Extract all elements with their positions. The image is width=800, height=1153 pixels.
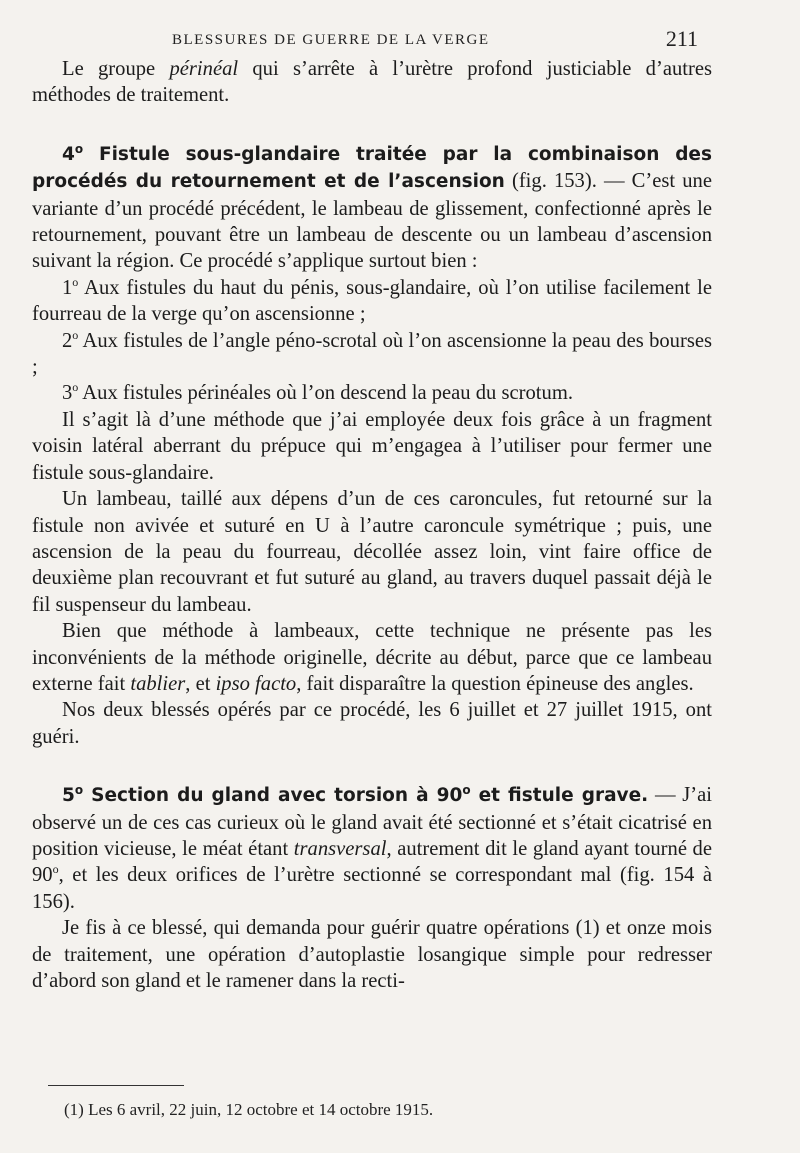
list-item: 3$^o$ Aux fistules périnéales où l’on descend la peau du scrotum. (62, 380, 573, 405)
footnote-divider (48, 1085, 184, 1086)
section-4-paragraph: 4$^o$ Fistule sous-glandaire traitée par la combinaison des procédés du retournement et de l’ascension (fig. 153). — C’est une variante d’un procédé précédent, le lambeau de glissement, confectionné après le retournement, pouvant être un lambeau de descente ou un lambeau d’ascension suivant la région. Ce procédé s’applique surtout bien : (32, 141, 712, 273)
paragraph-operation: Je fis à ce blessé, qui demanda pour guérir quatre opérations (1) et onze mois de traitement, une opération d’autoplastie losangique simple pour redresser d’abord son gland et le ramener dans la recti- (32, 917, 712, 992)
paragraph-results: Nos deux blessés opérés par ce procédé, les 6 juillet et 27 juillet 1915, ont guéri. (32, 699, 712, 748)
book-page (32, 22, 712, 994)
section-4-heading: 4$^o$ Fistule sous-glandaire traitée par la combinaison des procédés du retournement et de l’ascension (32, 141, 712, 193)
running-title: BLESSURES DE GUERRE DE LA VERGE (172, 32, 490, 48)
section-5-heading: 5$^o$ Section du gland avec torsion à 90$^o$ et fistule grave. (62, 783, 649, 807)
paragraph-flap: Un lambeau, taillé aux dépens d’un de ces caroncules, fut retourné sur la fistule non avivée et suturé en U à l’autre caroncule symétrique ; puis, une ascension de la peau du fourreau, décollée assez loin, vint faire office de deuxième plan recouvrant et fut suturé au gland, au travers duquel passait déjà le fil suspenseur du lambeau. (32, 488, 712, 616)
footnote: (1) Les 6 avril, 22 juin, 12 octobre et 14 octobre 1915. (64, 1100, 434, 1119)
list-item: 1$^o$ Aux fistules du haut du pénis, sous-glandaire, où l’on utilise facilement le fourreau de la verge qu’on ascensionne ; (32, 274, 712, 326)
section-5-paragraph: 5$^o$ Section du gland avec torsion à 90$^o$ et fistule grave. — J’ai observé un de ces cas curieux où le gland avait été sectionné et s’était cicatrisé en position vicieuse, le méat étant transversal, autrement dit le gland ayant tourné de 90$^o$, et les deux orifices de l’urètre sectionné se correspondant mal (fig. 154 à 156). (32, 783, 713, 913)
page-header (32, 22, 712, 56)
paragraph-method: Il s’agit là d’une méthode que j’ai employée deux fois grâce à un fragment voisin latéral aberrant du prépuce qui m’engagea à l’utiliser pour fermer une fistule sous-glandaire. (32, 408, 712, 484)
paragraph-perineal-group: Le groupe périnéal qui s’arrête à l’urètre profond justiciable d’autres méthodes de traitement. (32, 58, 712, 107)
page-number: 211 (665, 26, 698, 51)
paragraph-technique: Bien que méthode à lambeaux, cette technique ne présente pas les inconvénients de la méthode originelle, décrite au début, parce que ce lambeau externe fait tablier, et ipso facto, fait disparaître la question épineuse des angles. (32, 620, 712, 695)
list-item: 2$^o$ Aux fistules de l’angle péno-scrotal où l’on ascensionne la peau des bourses ; (32, 327, 712, 379)
